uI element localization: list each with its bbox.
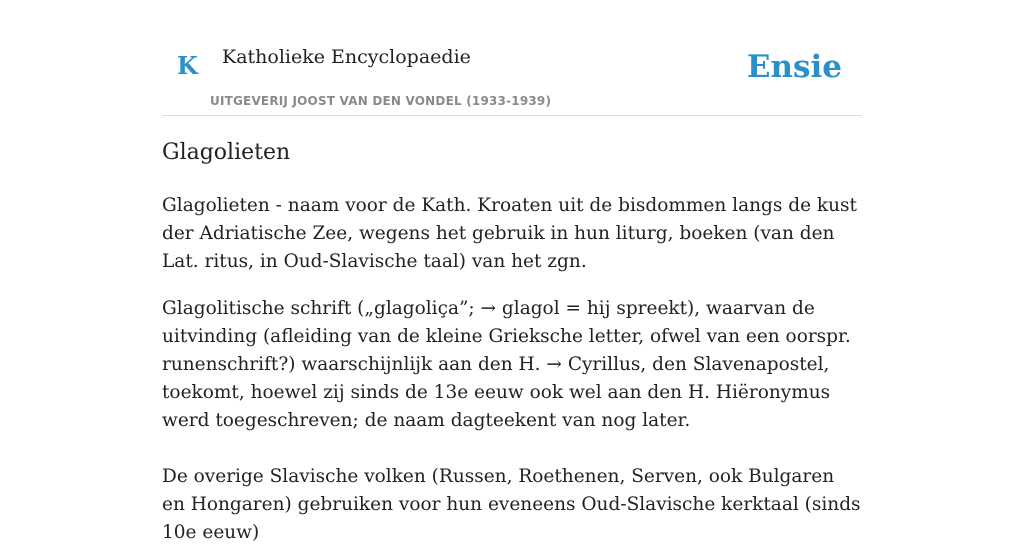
article-paragraph: Glagolieten - naam voor de Kath. Kroaten uit de bisdommen langs de kust der Adriatische Zee, wegens het gebruik in hun liturg, boeken (van den Lat. ritus, in Oud-Slavische taal) van het zgn. [162,195,857,272]
book-title-link[interactable]: Katholieke Encyclopaedie [222,46,471,68]
publisher-label: UITGEVERIJ JOOST VAN DEN VONDEL (1933-1939) [210,94,552,108]
article-paragraph: De overige Slavische volken (Russen, Roethenen, Serven, ook Bulgaren en Hongaren) gebruiken voor hun eveneens Oud-Slavische kerktaal (sinds 10e eeuw) [162,466,861,543]
page [162,0,862,543]
brand-logo-link[interactable]: Ensie [746,49,842,85]
site-header [162,0,862,116]
article-title: Glagolieten [162,140,291,165]
book-logo[interactable]: K [177,51,198,80]
article-body [162,192,862,547]
article-paragraph: Glagolitische schrift („glagoliça”; → glagol = hij spreekt), waarvan de uitvinding (afleiding van de kleine Grieksche letter, ofwel van een oorspr. runenschrift?) waarschijnlijk aan den H. → Cyrillus, den Slavenapostel, toekomt, hoewel zij sinds de 13e eeuw ook wel aan den H. Hiëronymus werd toegeschreven; de naam dagteekent van nog later. [162,298,851,431]
